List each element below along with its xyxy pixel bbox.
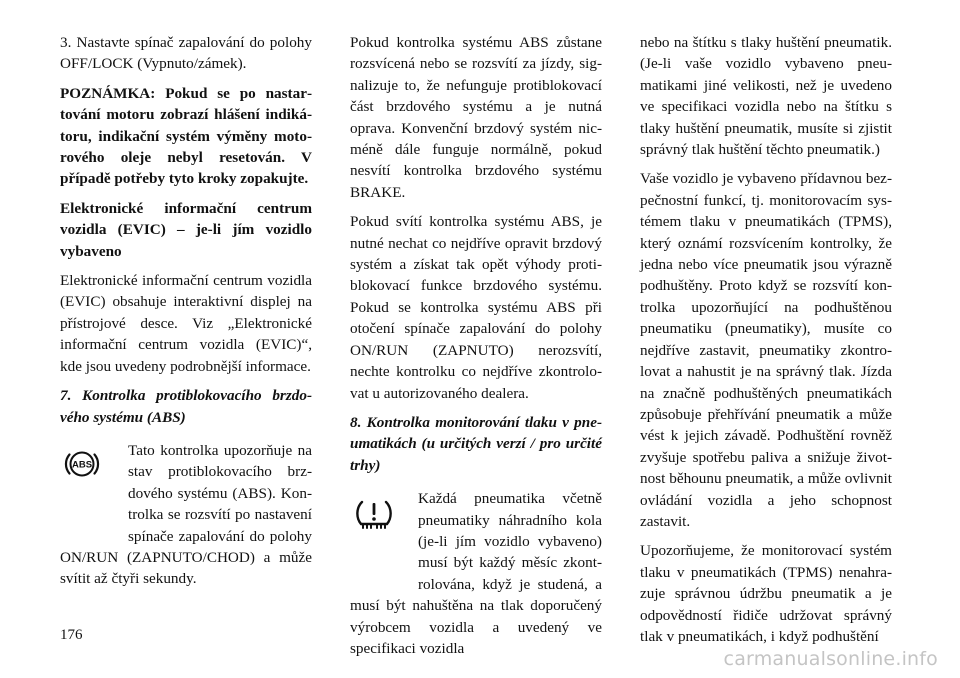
tpms-text: Každá pneumatika včetně pneumatiky náhradního kola (je-li jím vozidlo vybaveno) musí být každý měsíc zkontrolována, když je studená, a musí být nahuštěna na tlak doporučený výrobcem vozidla a uvedený ve specifikaci vozidla	[350, 490, 602, 657]
evic-heading: Elektronické informační centrum vozidla (EVIC) – je-li jím vozidlo vybaveno	[60, 199, 312, 260]
abs-icon-text: ABS	[71, 459, 93, 471]
column-left	[60, 32, 312, 598]
page-number: 176	[60, 627, 83, 643]
abs-text: Tato kontrolka upozorňuje na stav protiblokovacího brzdového systému (ABS). Kontrolka se rozsvítí po nastavení spínače zapalování do polohy ON/RUN (ZAPNUTO/CHOD) a může svítit až čtyři sekundy.	[60, 441, 312, 588]
column-middle	[350, 32, 602, 667]
abs-fault-text: Pokud kontrolka systému ABS zůstane rozsvícená nebo se rozsvítí za jízdy, signalizuje to, že nefunguje protiblokovací část brzdového systému a je nutná oprava. Konvenční brzdový systém nicméně dále funguje normálně, pokud nesvítí kontrolka brzdového systému BRAKE.	[350, 34, 602, 201]
tpms-feature-text: Vaše vozidlo je vybaveno přídavnou bezpečnostní funkcí, tj. monitorovacím systémem tlaku v pneumatikách (TPMS), který oznámí rozsvícením kontrolky, že jedna nebo více pneumatik jsou výrazně podhuštěny. Proto když se rozsvítí kontrolka upozorňující na podhuštěnou pneumatiku (pneumatiky), musíte co nejdříve zastavit, pneumatiky zkontrolovat a nahustit je na správný tlak. Jízda na značně podhuštěných pneumatikách způsobuje přehřívání pneumatik a může vést k jejich závadě. Podhuštění rovněž zvyšuje spotřebu paliva a snižuje životnost běhounu pneumatik, a může ovlivnit ovládání vozidla a jeho schopnost zastavit.	[640, 170, 892, 530]
abs-heading: 7. Kontrolka protiblokovacího brzdového systému (ABS)	[60, 387, 312, 426]
abs-warning-icon	[60, 440, 128, 526]
tpms-icon-graphic	[352, 492, 396, 536]
tire-size-text: nebo na štítku s tlaky huštění pneumatik. (Je-li vaše vozidlo vybaveno pneumatikami jiné velikosti, než je uvedeno ve specifikaci vozidla nebo na štítku s tlaky huštění pneumatik, musíte si zjistit správný tlak huštění těchto pneumatik.)	[640, 34, 892, 159]
abs-icon-graphic	[62, 444, 102, 484]
tpms-heading: 8. Kontrolka monitorování tlaku v pneumatikách (u určitých verzí / pro určité trhy)	[350, 413, 602, 474]
tpms-block	[350, 488, 602, 667]
watermark: carmanualsonline.info	[723, 648, 938, 670]
note-text: Pokud se po nastartování motoru zobrazí hlášení indikátoru, indikační systém výměny motorového oleje nebyl resetován. V případě potřeby tyto kroky zopakujte.	[60, 84, 313, 188]
abs-repair-text: Pokud svítí kontrolka systému ABS, je nutné nechat co nejdříve opravit brzdový systém a získat tak opět výhody protiblokovací funkce brzdového systému. Pokud se kontrolka systému ABS při otočení spínače zapalování do polohy ON/RUN (ZAPNUTO) nerozsvítí, nechte kontrolku co nejdříve zkontrolovat u autorizovaného dealera.	[350, 213, 602, 402]
step-3-text: 3. Nastavte spínač zapalování do polohy OFF/LOCK (Vypnuto/zámek).	[60, 34, 312, 73]
abs-block	[60, 440, 312, 598]
tpms-note-text: Upozorňujeme, že monitorovací systém tlaku v pneumatikách (TPMS) nenahrazuje správnou údržbu pneumatik a je odpovědností řidiče udržovat správný tlak v pneumatikách, i když podhuštění	[640, 542, 892, 645]
evic-text: Elektronické informační centrum vozidla (EVIC) obsahuje interaktivní displej na přístrojové desce. Viz „Elektronické informační centrum vozidla (EVIC)“, kde jsou uvedeny podrobnější informace.	[60, 272, 312, 375]
column-right	[640, 32, 892, 655]
note-paragraph	[60, 83, 312, 190]
tpms-warning-icon	[350, 488, 418, 574]
note-label: POZNÁMKA:	[60, 84, 156, 102]
